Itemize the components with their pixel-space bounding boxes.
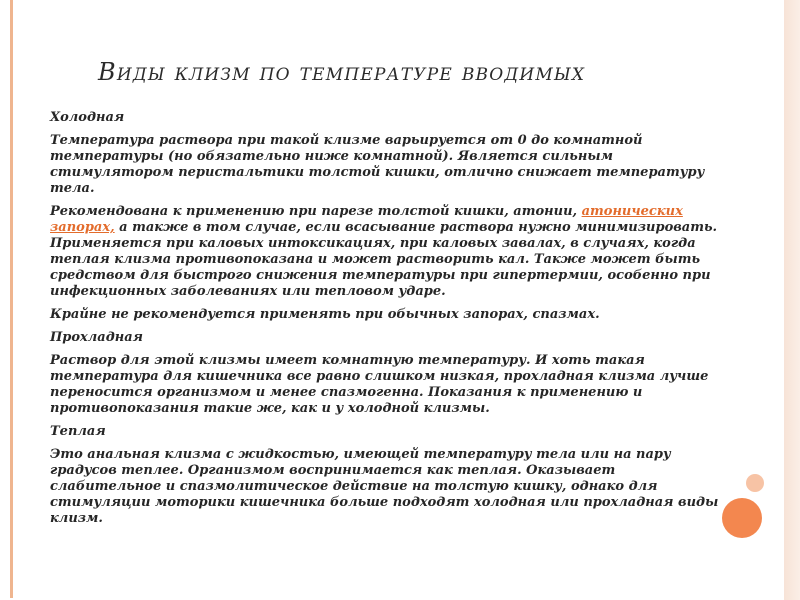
cold-paragraph-3: Крайне не рекомендуется применять при обычных запорах, спазмах. <box>50 307 600 322</box>
warm-paragraph-1: Это анальная клизма с жидкостью, имеющей температуру тела или на пару градусов теплее. Организмом воспринимается как теплая. Оказывает слабительное и спазмолитическое действие на толстую кишку, однако для стимуляции моторики кишечника больше подходят холодная или прохладная виды клизм. <box>50 447 719 526</box>
cold-paragraph-2-end: а также в том случае, если всасывание раствора нужно минимизировать. Применяется при каловых интоксикациях, при каловых завалах, в случаях, когда теплая клизма противопоказана и может растворить кал. Также может быть средством для быстрого снижения температуры при гипертермии, особенно при инфекционных заболеваниях или тепловом ударе. <box>50 220 718 299</box>
left-accent-rule <box>10 0 13 598</box>
cold-paragraph-2-start: Рекомендована к применению при парезе толстой кишки, атонии, <box>50 204 582 219</box>
cold-heading: Холодная <box>50 110 125 125</box>
slide-body <box>50 110 720 534</box>
cold-paragraph-1: Температура раствора при такой клизме варьируется от 0 до комнатной температуры (но обязательно ниже комнатной). Является сильным стимулятором перистальтики толстой кишки, отлично снижает температуру тела. <box>50 133 705 196</box>
decorative-large-circle <box>722 498 762 538</box>
atonic-constipation-link[interactable]: атонических запорах, <box>50 204 683 235</box>
slide-title: Виды клизм по температуре вводимых <box>98 58 586 86</box>
decorative-small-circle <box>746 474 764 492</box>
warm-heading: Теплая <box>50 424 106 439</box>
cool-heading: Прохладная <box>50 330 144 345</box>
right-decorative-strip <box>784 0 800 600</box>
cool-paragraph-1: Раствор для этой клизмы имеет комнатную температуру. И хоть такая температура для кишечника все равно слишком низкая, прохладная клизма лучше переносится организмом и менее спазмогенна. Показания к применению и противопоказания такие же, как и у холодной клизмы. <box>50 353 709 416</box>
cold-paragraph-2 <box>50 204 720 300</box>
